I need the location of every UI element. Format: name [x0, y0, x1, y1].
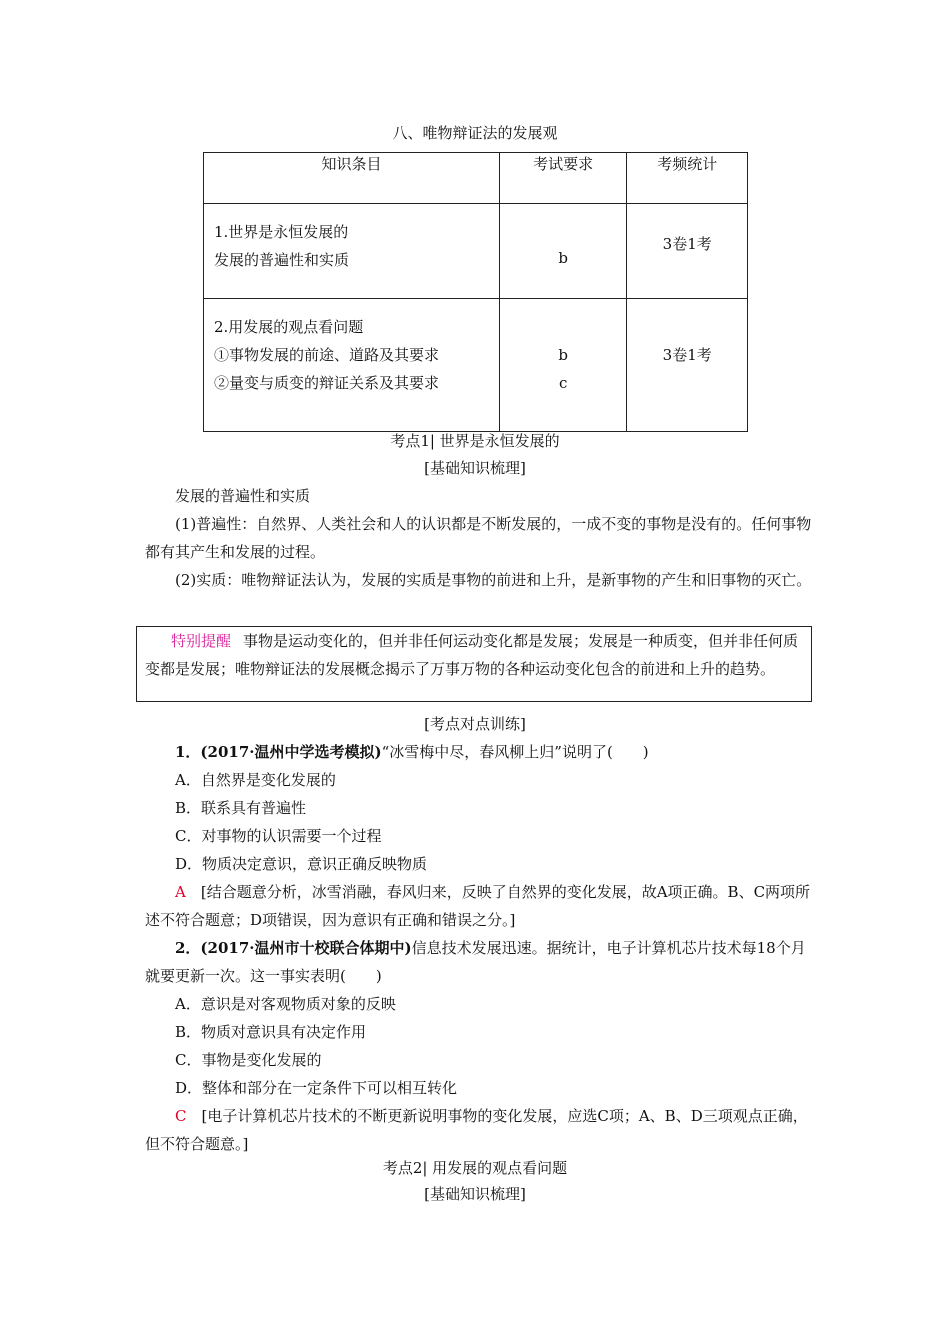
q2-answer — [145, 1102, 817, 1158]
q2-option-d: D．整体和部分在一定条件下可以相互转化 — [175, 1079, 458, 1097]
q1-explanation: [结合题意分析，冰雪消融，春风归来，反映了自然界的变化发展，故A项正确。B、C两项所述不符合题意；D项错误，因为意识有正确和错误之分。] — [145, 883, 811, 929]
knowledge-table — [203, 152, 748, 432]
q1-answer-letter: A — [175, 883, 186, 901]
row1-freq — [627, 204, 748, 299]
row2-freq — [627, 299, 748, 432]
row2-items — [204, 299, 500, 432]
q2-answer-letter: C — [175, 1107, 187, 1125]
req-value: c — [558, 374, 568, 392]
q2-option-c: C．事物是变化发展的 — [175, 1051, 322, 1069]
freq-value: 3卷1考 — [662, 346, 712, 364]
q2-option-a: A．意识是对客观物质对象的反映 — [175, 995, 396, 1013]
header-frequency: 考频统计 — [627, 153, 748, 204]
row1-item: 发展的普遍性和实质 — [214, 251, 350, 269]
document-title: 八、唯物辩证法的发展观 — [392, 124, 558, 142]
point1-lead: 发展的普遍性和实质 — [175, 487, 311, 505]
point1-essence: (2)实质：唯物辩证法认为，发展的实质是事物的前进和上升，是新事物的产生和旧事物的灭亡。 — [175, 571, 812, 589]
header-knowledge: 知识条目 — [204, 153, 500, 204]
question-2-stem: 信息技术发展迅速。据统计，电子计算机芯片技术每18个月就要更新一次。这一事实表明( ) — [145, 939, 806, 985]
req-value: b — [558, 346, 568, 364]
question-2-number: 2．(2017·温州市十校联合体期中) — [175, 939, 412, 957]
q1-option-c: C．对事物的认识需要一个过程 — [175, 827, 382, 845]
table-header-row — [204, 153, 748, 204]
point2-heading: 考点2| 用发展的观点看问题 — [382, 1159, 568, 1177]
row2-item: ①事物发展的前途、道路及其要求 — [214, 346, 440, 364]
row1-items — [204, 204, 500, 299]
question-1-stem: “冰雪梅中尽，春风柳上归”说明了( ) — [381, 743, 649, 761]
point1-heading: 考点1| 世界是永恒发展的 — [390, 432, 560, 450]
point1-subheading: [基础知识梳理] — [424, 459, 526, 477]
q2-explanation: [电子计算机芯片技术的不断更新说明事物的变化发展，应选C项；A、B、D三项观点正确，但不符合题意。] — [145, 1107, 808, 1153]
freq-value: 3卷1考 — [662, 235, 712, 253]
header-requirement: 考试要求 — [499, 153, 627, 204]
special-reminder-tag: 特别提醒 — [171, 632, 232, 650]
row2-item: ②量变与质变的辩证关系及其要求 — [214, 374, 440, 392]
point2-subheading: [基础知识梳理] — [424, 1185, 526, 1203]
q1-option-a: A．自然界是变化发展的 — [175, 771, 336, 789]
row2-req — [499, 299, 627, 432]
row1-req — [499, 204, 627, 299]
table-row — [204, 299, 748, 432]
special-reminder-box — [136, 626, 812, 702]
question-2 — [145, 934, 817, 990]
q1-option-d: D．物质决定意识，意识正确反映物质 — [175, 855, 428, 873]
question-1-number: 1．(2017·温州中学选考模拟) — [175, 743, 382, 761]
q2-option-b: B．物质对意识具有决定作用 — [175, 1023, 367, 1041]
table-row — [204, 204, 748, 299]
q1-answer — [145, 878, 817, 934]
row1-item: 1.世界是永恒发展的 — [214, 223, 349, 241]
question-1 — [145, 738, 817, 766]
training-heading: [考点对点训练] — [424, 715, 526, 733]
req-value: b — [558, 249, 568, 267]
special-reminder-text: 事物是运动变化的，但并非任何运动变化都是发展；发展是一种质变，但并非任何质变都是发展；唯物辩证法的发展概念揭示了万事万物的各种运动变化包含的前进和上升的趋势。 — [145, 632, 799, 678]
point1-universality: (1)普遍性：自然界、人类社会和人的认识都是不断发展的，一成不变的事物是没有的。任何事物都有其产生和发展的过程。 — [145, 515, 812, 561]
row2-item: 2.用发展的观点看问题 — [214, 318, 364, 336]
q1-option-b: B．联系具有普遍性 — [175, 799, 307, 817]
